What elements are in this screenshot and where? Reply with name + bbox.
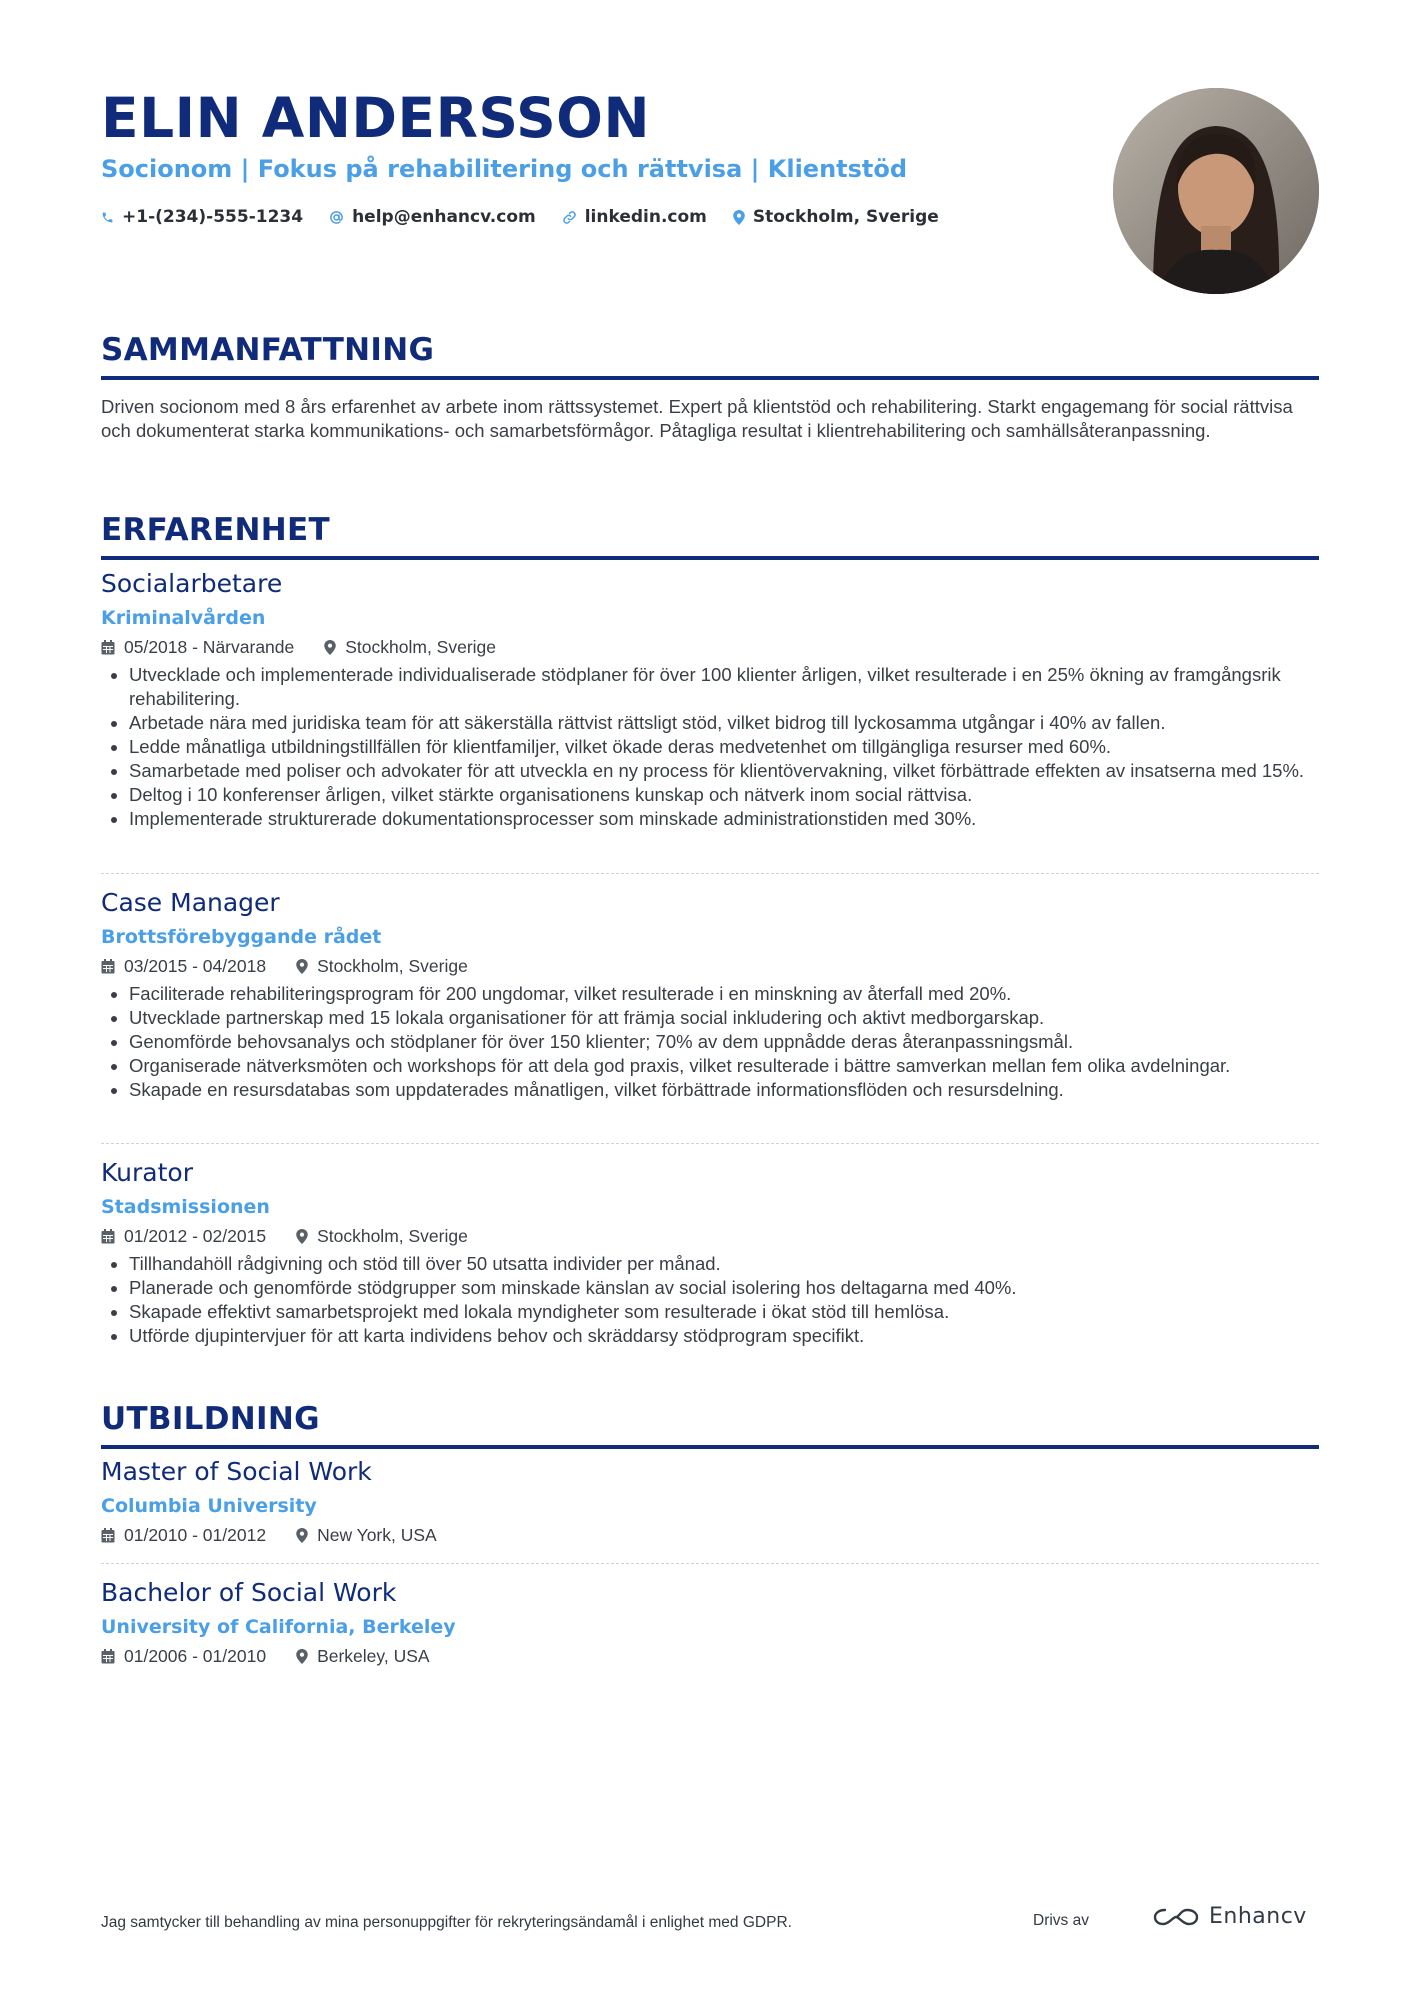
achievement-item: Utförde djupintervjuer för att karta individens behov och skräddarsy stödprogram specifikt. bbox=[129, 1324, 1319, 1348]
job-meta bbox=[101, 635, 1319, 659]
experience-entry bbox=[101, 886, 1319, 1102]
summary-text: Driven socionom med 8 års erfarenhet av arbete inom rättssystemet. Expert på klientstöd och rehabilitering. Starkt engagemang för social rättvisa och dokumenterat starka kommunikations- och samarbetsförmågor. Påtagliga resultat i klientrehabilitering och samhällsåteranpassning. bbox=[101, 396, 1293, 441]
job-dates bbox=[101, 1224, 266, 1248]
achievement-item: Utvecklade partnerskap med 15 lokala organisationer för att främja social inkludering och aktivt medborgarskap. bbox=[129, 1006, 1319, 1030]
achievement-item: Genomförde behovsanalys och stödplaner för över 150 klienter; 70% av dem uppnådde deras återanpassningsmål. bbox=[129, 1030, 1319, 1054]
date-range: 01/2010 - 01/2012 bbox=[124, 1525, 267, 1545]
experience-entry bbox=[101, 1156, 1319, 1348]
experience-section bbox=[101, 510, 1319, 560]
summary-heading: SAMMANFATTNING bbox=[101, 332, 435, 368]
map-pin-icon bbox=[296, 959, 308, 974]
company-name: Stadsmissionen bbox=[101, 1196, 270, 1218]
contact-location bbox=[733, 207, 939, 227]
entry-divider bbox=[101, 1143, 1319, 1144]
education-entry bbox=[101, 1455, 1319, 1547]
date-range: 03/2015 - 04/2018 bbox=[124, 956, 267, 976]
resume-header bbox=[101, 0, 1319, 310]
enhancv-logo-icon bbox=[1153, 1906, 1199, 1928]
location-text: Stockholm, Sverige bbox=[317, 956, 468, 976]
achievement-item: Skapade en resursdatabas som uppdaterades månatligen, vilket förbättrade informationsflöden och resursdelning. bbox=[129, 1078, 1319, 1102]
job-meta bbox=[101, 954, 1319, 978]
job-dates bbox=[101, 954, 266, 978]
date-range: 01/2006 - 01/2010 bbox=[124, 1646, 267, 1666]
job-location bbox=[296, 954, 468, 978]
achievement-item: Samarbetade med poliser och advokater för att utveckla en ny process för klientövervakning, vilket förbättrade effekten av insatserna med 15%. bbox=[129, 759, 1319, 783]
achievement-item: Skapade effektivt samarbetsprojekt med lokala myndigheter som resulterade i ökat stöd till hemlösa. bbox=[129, 1300, 1319, 1324]
calendar-icon bbox=[101, 1649, 115, 1664]
entry-divider bbox=[101, 873, 1319, 874]
job-meta bbox=[101, 1224, 1319, 1248]
education-section bbox=[101, 1399, 1319, 1449]
brand-name: Enhancv bbox=[1209, 1904, 1307, 1929]
profile-photo bbox=[1113, 88, 1319, 294]
education-location bbox=[296, 1523, 437, 1547]
date-range: 05/2018 - Närvarande bbox=[124, 637, 295, 657]
education-location bbox=[296, 1644, 430, 1668]
candidate-headline: Socionom | Fokus på rehabilitering och rättvisa | Klientstöd bbox=[101, 155, 908, 183]
powered-by-label: Drivs av bbox=[1033, 1912, 1089, 1929]
phone-text: +1-(234)-555-1234 bbox=[122, 207, 304, 227]
location-text: New York, USA bbox=[317, 1525, 437, 1545]
section-divider bbox=[101, 556, 1319, 560]
job-location bbox=[296, 1224, 468, 1248]
job-title: Socialarbetare bbox=[101, 569, 283, 598]
achievement-item: Implementerade strukturerade dokumentationsprocesser som minskade administrationstiden med 30%. bbox=[129, 807, 1319, 831]
contact-linkedin[interactable] bbox=[562, 207, 707, 227]
education-entry bbox=[101, 1576, 1319, 1668]
company-name: Brottsförebyggande rådet bbox=[101, 926, 382, 948]
degree-title: Master of Social Work bbox=[101, 1457, 372, 1486]
degree-title: Bachelor of Social Work bbox=[101, 1578, 397, 1607]
school-name: University of California, Berkeley bbox=[101, 1616, 456, 1638]
job-dates bbox=[101, 635, 294, 659]
link-icon bbox=[562, 210, 577, 225]
achievement-item: Organiserade nätverksmöten och workshops för att dela god praxis, vilket resulterade i bättre samverkan mellan fem olika avdelningar. bbox=[129, 1054, 1319, 1078]
linkedin-text: linkedin.com bbox=[584, 207, 707, 227]
summary-section bbox=[101, 330, 1319, 443]
entry-divider bbox=[101, 1563, 1319, 1564]
achievement-item: Deltog i 10 konferenser årligen, vilket stärkte organisationens kunskap och nätverk inom social rättvisa. bbox=[129, 783, 1319, 807]
map-pin-icon bbox=[296, 1528, 308, 1543]
location-text: Stockholm, Sverige bbox=[317, 1226, 468, 1246]
email-text: help@enhancv.com bbox=[352, 207, 536, 227]
map-pin-icon bbox=[296, 1229, 308, 1244]
school-name: Columbia University bbox=[101, 1495, 317, 1517]
contact-phone[interactable] bbox=[101, 207, 303, 227]
experience-heading: ERFARENHET bbox=[101, 512, 330, 548]
contact-bar bbox=[101, 203, 939, 231]
location-text: Stockholm, Sverige bbox=[345, 637, 497, 657]
contact-email[interactable] bbox=[329, 207, 536, 227]
phone-icon bbox=[101, 211, 114, 224]
at-icon bbox=[329, 210, 344, 225]
achievement-item: Ledde månatliga utbildningstillfällen för klientfamiljer, vilket ökade deras medvetenhet om tillgängliga resurser med 60%. bbox=[129, 735, 1319, 759]
education-heading: UTBILDNING bbox=[101, 1401, 320, 1437]
section-divider bbox=[101, 376, 1319, 380]
job-title: Kurator bbox=[101, 1158, 193, 1187]
calendar-icon bbox=[101, 959, 115, 974]
location-text: Berkeley, USA bbox=[317, 1646, 430, 1666]
resume-page bbox=[101, 0, 1319, 1666]
calendar-icon bbox=[101, 640, 115, 655]
achievement-item: Utvecklade och implementerade individualiserade stödplaner för över 100 klienter årligen, vilket resulterade i en 25% ökning av framgångsrik rehabilitering. bbox=[129, 663, 1319, 711]
achievement-list bbox=[101, 663, 1319, 831]
achievement-item: Planerade och genomförde stödgrupper som minskade känslan av social isolering hos deltagarna med 40%. bbox=[129, 1276, 1319, 1300]
education-dates bbox=[101, 1644, 266, 1668]
map-pin-icon bbox=[733, 210, 745, 225]
enhancv-logo[interactable] bbox=[1153, 1904, 1307, 1929]
education-meta bbox=[101, 1523, 1319, 1547]
achievement-item: Faciliterade rehabiliteringsprogram för 200 ungdomar, vilket resulterade i en minskning av återfall med 20%. bbox=[129, 982, 1319, 1006]
date-range: 01/2012 - 02/2015 bbox=[124, 1226, 267, 1246]
achievement-list bbox=[101, 1252, 1319, 1348]
gdpr-consent-text: Jag samtycker till behandling av mina personuppgifter för rekryteringsändamål i enlighet med GDPR. bbox=[101, 1914, 792, 1931]
company-name: Kriminalvården bbox=[101, 607, 266, 629]
map-pin-icon bbox=[324, 640, 336, 655]
calendar-icon bbox=[101, 1229, 115, 1244]
education-meta bbox=[101, 1644, 1319, 1668]
achievement-item: Tillhandahöll rådgivning och stöd till över 50 utsatta individer per månad. bbox=[129, 1252, 1319, 1276]
location-text: Stockholm, Sverige bbox=[752, 207, 939, 227]
experience-entry bbox=[101, 567, 1319, 831]
achievement-list bbox=[101, 982, 1319, 1102]
map-pin-icon bbox=[296, 1649, 308, 1664]
job-title: Case Manager bbox=[101, 888, 280, 917]
job-location bbox=[324, 635, 496, 659]
education-dates bbox=[101, 1523, 266, 1547]
achievement-item: Arbetade nära med juridiska team för att säkerställa rättvist rättsligt stöd, vilket bidrog till lyckosamma utgångar i 40% av fallen. bbox=[129, 711, 1319, 735]
section-divider bbox=[101, 1445, 1319, 1449]
calendar-icon bbox=[101, 1528, 115, 1543]
candidate-name: ELIN ANDERSSON bbox=[101, 86, 650, 150]
